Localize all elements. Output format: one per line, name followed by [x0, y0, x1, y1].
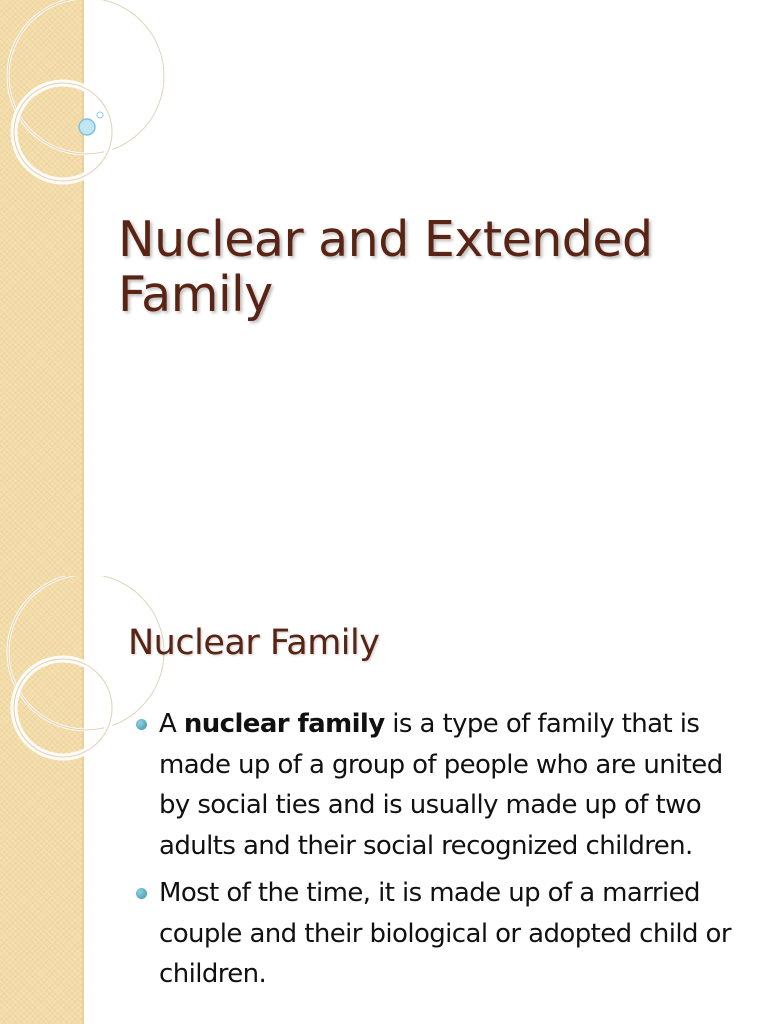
circle-ring-decoration-icon [0, 0, 130, 200]
bullet-dot-icon [136, 719, 147, 730]
bullet-bold-term: nuclear family [183, 709, 385, 739]
section-heading: Nuclear Family [128, 623, 380, 663]
bullet-text: is a type of family that is made up of a group of people who are united by social ties and is usually made up of two adults and their social recognized children. [159, 709, 723, 861]
circle-ring-decoration-icon [0, 576, 130, 776]
content-slide [0, 576, 768, 1024]
bullet-prefix: A [159, 709, 184, 739]
bullet-item [134, 704, 734, 866]
bubble-decoration-icon [79, 112, 103, 135]
bullet-dot-icon [136, 888, 147, 899]
bullet-list [134, 704, 734, 1002]
slide-title: Nuclear and Extended Family [118, 211, 653, 323]
bullet-text: Most of the time, it is made up of a married couple and their biological or adopted child or children. [159, 878, 731, 989]
bullet-item [134, 873, 734, 995]
